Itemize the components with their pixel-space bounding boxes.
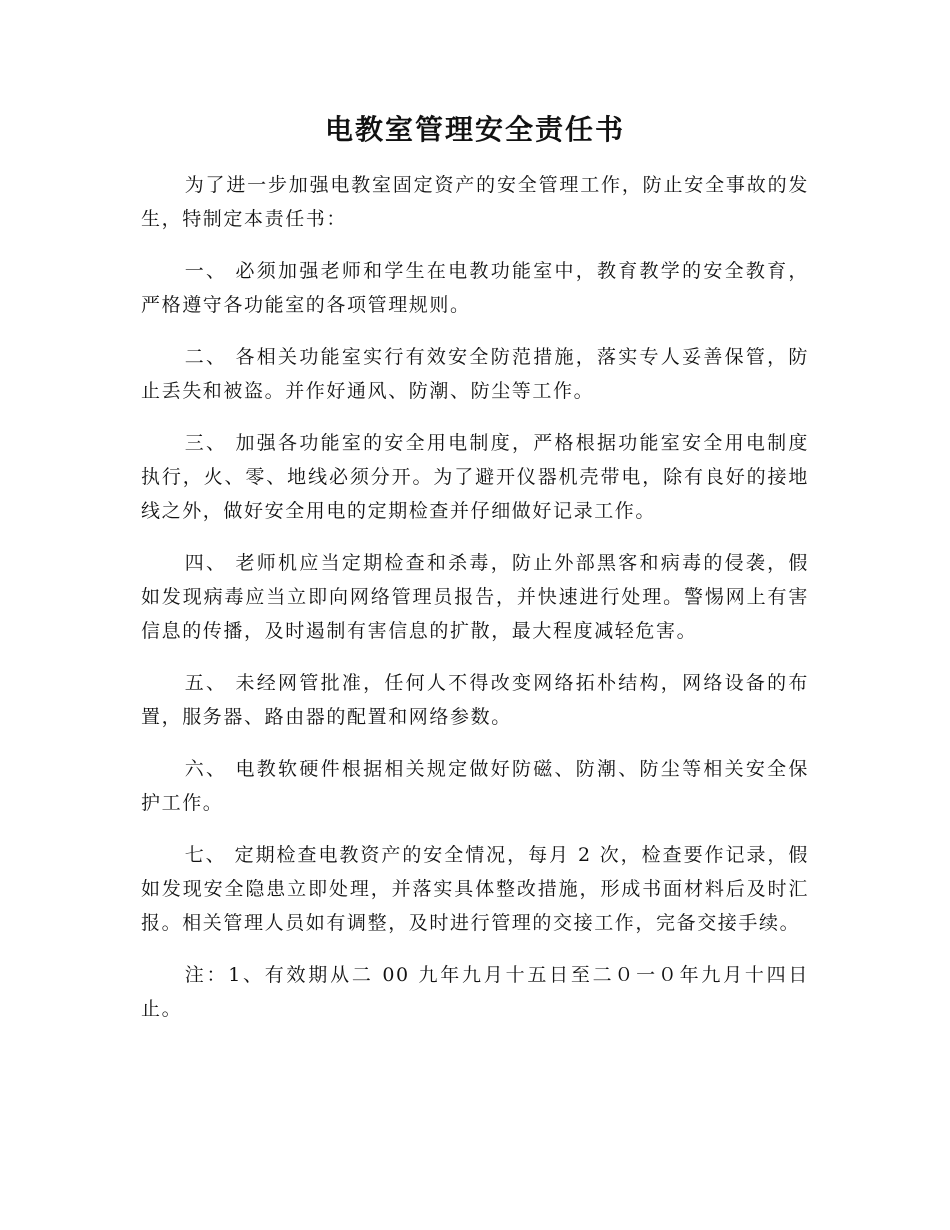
clause-1-paragraph: 一、 必须加强老师和学生在电教功能室中，教育教学的安全教育，严格遵守各功能室的各项管理规则。	[141, 260, 809, 316]
clause-2-paragraph: 二、 各相关功能室实行有效安全防范措施，落实专人妥善保管，防止丢失和被盗。并作好通风、防潮、防尘等工作。	[141, 346, 809, 402]
clause-6-paragraph: 六、 电教软硬件根据相关规定做好防磁、防潮、防尘等相关安全保护工作。	[141, 758, 809, 814]
clause-5-paragraph: 五、 未经网管批准，任何人不得改变网络拓朴结构，网络设备的布置，服务器、路由器的配置和网络参数。	[141, 672, 809, 728]
clause-7-paragraph: 七、 定期检查电教资产的安全情况，每月 2 次，检查要作记录，假如发现安全隐患立即处理，并落实具体整改措施，形成书面材料后及时汇报。相关管理人员如有调整，及时进行管理的交接工作，完备交接手续。	[141, 844, 809, 934]
note-paragraph: 注：1、有效期从二 00 九年九月十五日至二０一０年九月十四日止。	[141, 964, 809, 1020]
document-body	[141, 168, 809, 1044]
clause-3-paragraph: 三、 加强各功能室的安全用电制度，严格根据功能室安全用电制度执行，火、零、地线必须分开。为了避开仪器机壳带电，除有良好的接地线之外，做好安全用电的定期检查并仔细做好记录工作。	[141, 432, 809, 522]
document-title: 电教室管理安全责任书	[324, 113, 625, 146]
intro-paragraph: 为了进一步加强电教室固定资产的安全管理工作，防止安全事故的发生，特制定本责任书：	[141, 174, 809, 230]
clause-4-paragraph: 四、 老师机应当定期检查和杀毒，防止外部黑客和病毒的侵袭，假如发现病毒应当立即向网络管理员报告，并快速进行处理。警惕网上有害信息的传播，及时遏制有害信息的扩散，最大程度减轻危害。	[141, 552, 809, 642]
